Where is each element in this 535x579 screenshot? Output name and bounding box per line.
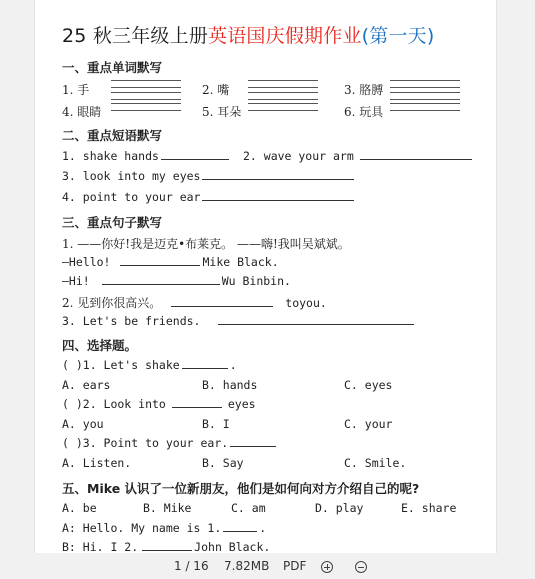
section1-heading: 一、重点单词默写	[62, 60, 163, 75]
file-size: 7.82MB	[224, 559, 270, 573]
document-page	[34, 0, 497, 553]
word-bank-option: B. Mike	[143, 501, 192, 515]
phrase-item-3	[62, 169, 356, 183]
word-bank-option: E. share	[401, 501, 457, 515]
answer-blank	[360, 149, 472, 160]
answer-blank	[171, 296, 273, 307]
phrase-item-1	[62, 149, 231, 163]
sentence-item-1: 1. ——你好!我是迈克•布莱克。 ——嗨!我叫吴斌斌。	[62, 237, 350, 251]
sentence-item-3	[62, 314, 416, 328]
mc-option: A. you	[62, 417, 104, 431]
page-title	[62, 21, 434, 48]
phrase-item-4	[62, 190, 356, 204]
mc-question-2	[62, 397, 256, 411]
answer-blank	[182, 358, 228, 369]
word-item-1: 1. 手	[62, 83, 90, 97]
word-bank-option: A. be	[62, 501, 97, 515]
mc-option: B. I	[202, 417, 230, 431]
answer-blank	[161, 149, 229, 160]
answer-blank	[172, 397, 222, 408]
sentence-text: —Hi!	[62, 274, 90, 288]
sentence-text: Mike Black.	[202, 255, 279, 269]
question-text: eyes	[227, 397, 256, 411]
mc-option: A. ears	[62, 378, 111, 392]
word-item-5: 5. 耳朵	[202, 105, 242, 119]
sentence-item-2	[62, 294, 327, 311]
title-blue-text: (第一天)	[361, 25, 435, 47]
title-red-text: 英语国庆假期作业	[208, 25, 362, 47]
answer-blank	[218, 314, 414, 325]
word-item-2: 2. 嘴	[202, 83, 230, 97]
dialogue-line-1	[62, 521, 266, 535]
sentence-text: 3. Let's be friends.	[62, 314, 201, 328]
zoom-out-icon[interactable]	[355, 561, 367, 573]
answer-line	[390, 80, 460, 88]
answer-blank	[102, 274, 220, 285]
sentence-item-1b	[62, 274, 291, 288]
word-bank-option: C. am	[231, 501, 266, 515]
question-text: ( )3. Point to your ear.	[62, 436, 229, 450]
answer-blank	[142, 540, 192, 551]
mc-option: B. Say	[202, 456, 244, 470]
question-text: ( )2. Look into	[62, 397, 166, 411]
sentence-text: Wu Binbin.	[221, 274, 291, 288]
section3-heading: 三、重点句子默写	[62, 215, 163, 230]
sentence-text: 2. 见到你很高兴。	[62, 296, 162, 310]
phrase-text: 2. wave your arm	[243, 149, 354, 163]
mc-option: C. Smile.	[344, 456, 407, 470]
mc-option: C. your	[344, 417, 393, 431]
answer-line	[390, 103, 460, 111]
phrase-text: 3. look into my eyes	[62, 169, 201, 183]
period: .	[259, 521, 267, 535]
answer-line	[248, 92, 318, 100]
mc-option: B. hands	[202, 378, 258, 392]
dialogue-text: John Black.	[194, 540, 271, 553]
answer-line	[111, 103, 181, 111]
dialogue-line-2	[62, 540, 270, 553]
answer-line	[248, 103, 318, 111]
phrase-item-2	[243, 149, 474, 163]
answer-line	[390, 92, 460, 100]
viewer-toolbar	[0, 553, 535, 579]
answer-blank	[230, 436, 276, 447]
sentence-text: toyou.	[285, 296, 327, 310]
mc-question-1	[62, 358, 237, 372]
answer-blank	[223, 521, 257, 532]
dialogue-text: A: Hello. My name is 1.	[62, 521, 222, 535]
section2-heading: 二、重点短语默写	[62, 128, 163, 143]
answer-blank	[202, 169, 354, 180]
period: .	[229, 358, 237, 372]
mc-option: A. Listen.	[62, 456, 132, 470]
dialogue-text: B: Hi. I 2.	[62, 540, 139, 553]
answer-line	[248, 80, 318, 88]
section4-heading: 四、选择题。	[62, 338, 138, 353]
phrase-text: 1. shake hands	[62, 149, 159, 163]
answer-line	[111, 80, 181, 88]
section5-heading: 五、Mike 认识了一位新朋友，他们是如何向对方介绍自己的呢?	[62, 481, 420, 496]
mc-question-3	[62, 436, 278, 450]
sentence-item-1a	[62, 255, 279, 269]
title-prefix: 25 秋三年级上册	[62, 25, 209, 47]
page-indicator: 1 / 16	[174, 559, 209, 573]
word-item-6: 6. 玩具	[344, 105, 384, 119]
sentence-text: —Hello!	[62, 255, 111, 269]
mc-option: C. eyes	[344, 378, 393, 392]
answer-blank	[202, 190, 354, 201]
word-item-3: 3. 胳膊	[344, 83, 384, 97]
answer-blank	[120, 255, 200, 266]
question-text: ( )1. Let's shake	[62, 358, 180, 372]
answer-line	[111, 92, 181, 100]
zoom-in-icon[interactable]	[321, 561, 333, 573]
phrase-text: 4. point to your ear	[62, 190, 201, 204]
file-format: PDF	[283, 559, 307, 573]
word-bank-option: D. play	[315, 501, 364, 515]
word-item-4: 4. 眼睛	[62, 105, 102, 119]
